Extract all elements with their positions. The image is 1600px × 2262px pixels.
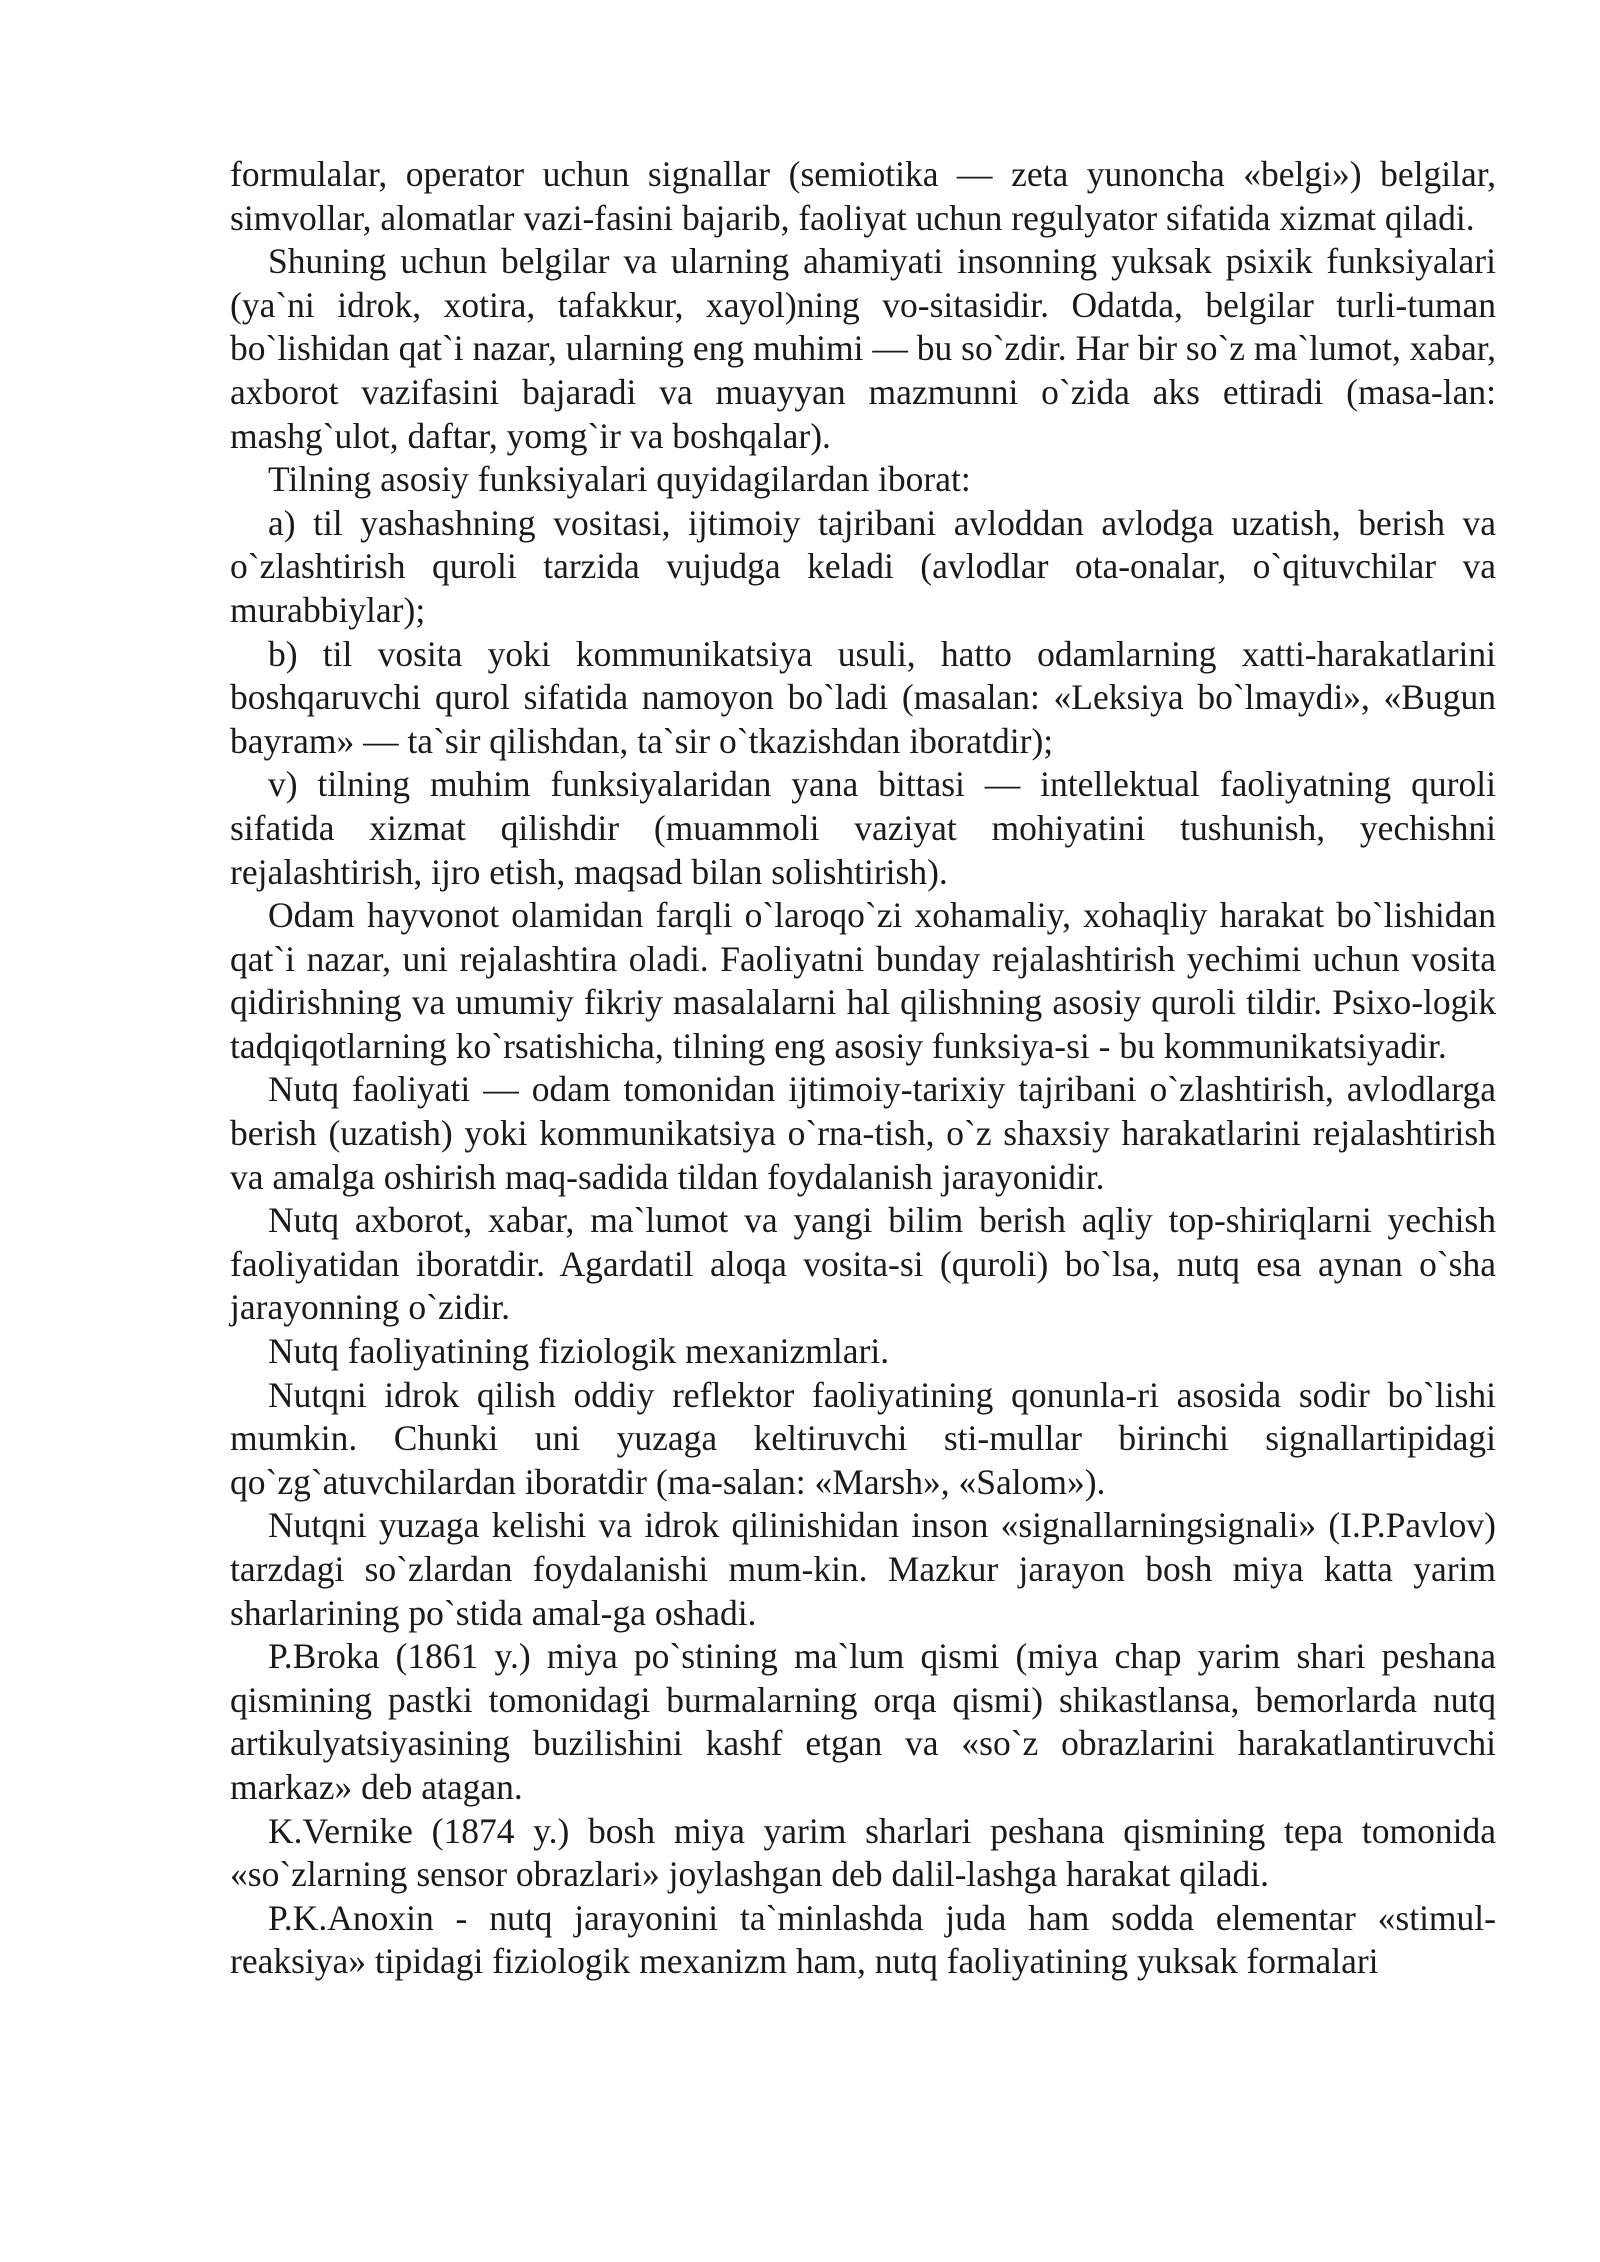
paragraph-pavlov: Nutqni yuzaga kelishi va idrok qilinishidan inson «signallarningsignali» (I.P.Pavlov) tarzdagi so`zlardan foydalanishi mum-kin. Mazkur jarayon bosh miya katta yarim sharlarining po`stida amal-ga oshadi. [230,1505,1496,1633]
section-heading-physiological-mechanisms: Nutq faoliyatining fiziologik mexanizmlari. [268,1331,890,1372]
paragraph-language-functions-intro: Tilning asosiy funksiyalari quyidagilardan iborat: [268,459,971,500]
paragraph-semiotics: formulalar, operator uchun signallar (semiotika — zeta yunoncha «belgi») belgilar, simvollar, alomatlar vazi-fasini bajarib, faoliyat uchun regulyator sifatida xizmat qiladi. [230,154,1496,238]
paragraph-signs-importance: Shuning uchun belgilar va ularning ahamiyati insonning yuksak psixik funksiyalari (ya`ni idrok, xotira, tafakkur, xayol)ning vo-sitasidir. Odatda, belgilar turli-tuman bo`lishidan qat`i nazar, ularning eng muhimi — bu so`zdir. Har bir so`z ma`lumot, xabar, axborot vazifasini bajaradi va muayyan mazmunni o`zida aks ettiradi (masa-lan: mashg`ulot, daftar, yomg`ir va boshqalar). [230,241,1496,456]
paragraph-speech-perception: Nutqni idrok qilish oddiy reflektor faoliyatining qonunla-ri asosida sodir bo`lishi mumkin. Chunki uni yuzaga keltiruvchi sti-mullar birinchi signallartipidagi qo`zg`atuvchilardan iboratdir (ma-salan: «Marsh», «Salom»). [230,1374,1496,1502]
paragraph-anokhin: P.K.Anoxin - nutq jarayonini ta`minlashda juda ham sodda elementar «stimul-reaksiya» tipidagi fiziologik mexanizm ham, nutq faoliyatining yuksak formalari [230,1897,1496,1982]
paragraph-planning: Odam hayvonot olamidan farqli o`laroqo`zi xohamaliy, xohaqliy harakat bo`lishidan qat`i nazar, uni rejalashtira oladi. Faoliyatni bunday rejalashtirish yechimi uchun vosita qidirishning va umumiy fikriy masalalarni hal qilishning asosiy quroli tildir. Psixo-logik tadqiqotlarning ko`rsatishicha, tilning eng asosiy funksiya-si - bu kommunikatsiyadir. [230,895,1496,1066]
list-item-a: a) til yashashning vositasi, ijtimoiy tajribani avloddan avlodga uzatish, berish va o`zlashtirish quroli tarzida vujudga keladi (avlodlar ota-onalar, o`qituvchilar va murabbiylar); [230,502,1496,630]
document-page [230,153,1496,1984]
paragraph-wernicke: K.Vernike (1874 y.) bosh miya yarim sharlari peshana qismining tepa tomonida «so`zlarning sensor obrazlari» joylashgan deb dalil-lashga harakat qiladi. [230,1810,1496,1895]
paragraph-speech-activity: Nutq faoliyati — odam tomonidan ijtimoiy-tarixiy tajribani o`zlashtirish, avlodlarga berish (uzatish) yoki kommunikatsiya o`rna-tish, o`z shaxsiy harakatlarini rejalashtirish va amalga oshirish maq-sadida tildan foydalanish jarayonidir. [230,1069,1496,1197]
list-item-v: v) tilning muhim funksiyalaridan yana bittasi — intellektual faoliyatning quroli sifatida xizmat qilishdir (muammoli vaziyat mohiyatini tushunish, yechishni rejalashtirish, ijro etish, maqsad bilan solishtirish). [230,764,1496,892]
paragraph-broca: P.Broka (1861 y.) miya po`stining ma`lum qismi (miya chap yarim shari peshana qismining pastki tomonidagi burmalarning orqa qismi) shikastlansa, bemorlarda nutq artikulyatsiyasining buzilishini kashf etgan va «so`z obrazlarini harakatlantiruvchi markaz» deb atagan. [230,1636,1496,1807]
list-item-b: b) til vosita yoki kommunikatsiya usuli, hatto odamlarning xatti-harakatlarini boshqaruvchi qurol sifatida namoyon bo`ladi (masalan: «Leksiya bo`lmaydi», «Bugun bayram» — ta`sir qilishdan, ta`sir o`tkazishdan iboratdir); [230,633,1496,761]
paragraph-speech-information: Nutq axborot, xabar, ma`lumot va yangi bilim berish aqliy top-shiriqlarni yechish faoliyatidan iboratdir. Agardatil aloqa vosita-si (quroli) bo`lsa, nutq esa aynan o`sha jarayonning o`zidir. [230,1200,1496,1328]
